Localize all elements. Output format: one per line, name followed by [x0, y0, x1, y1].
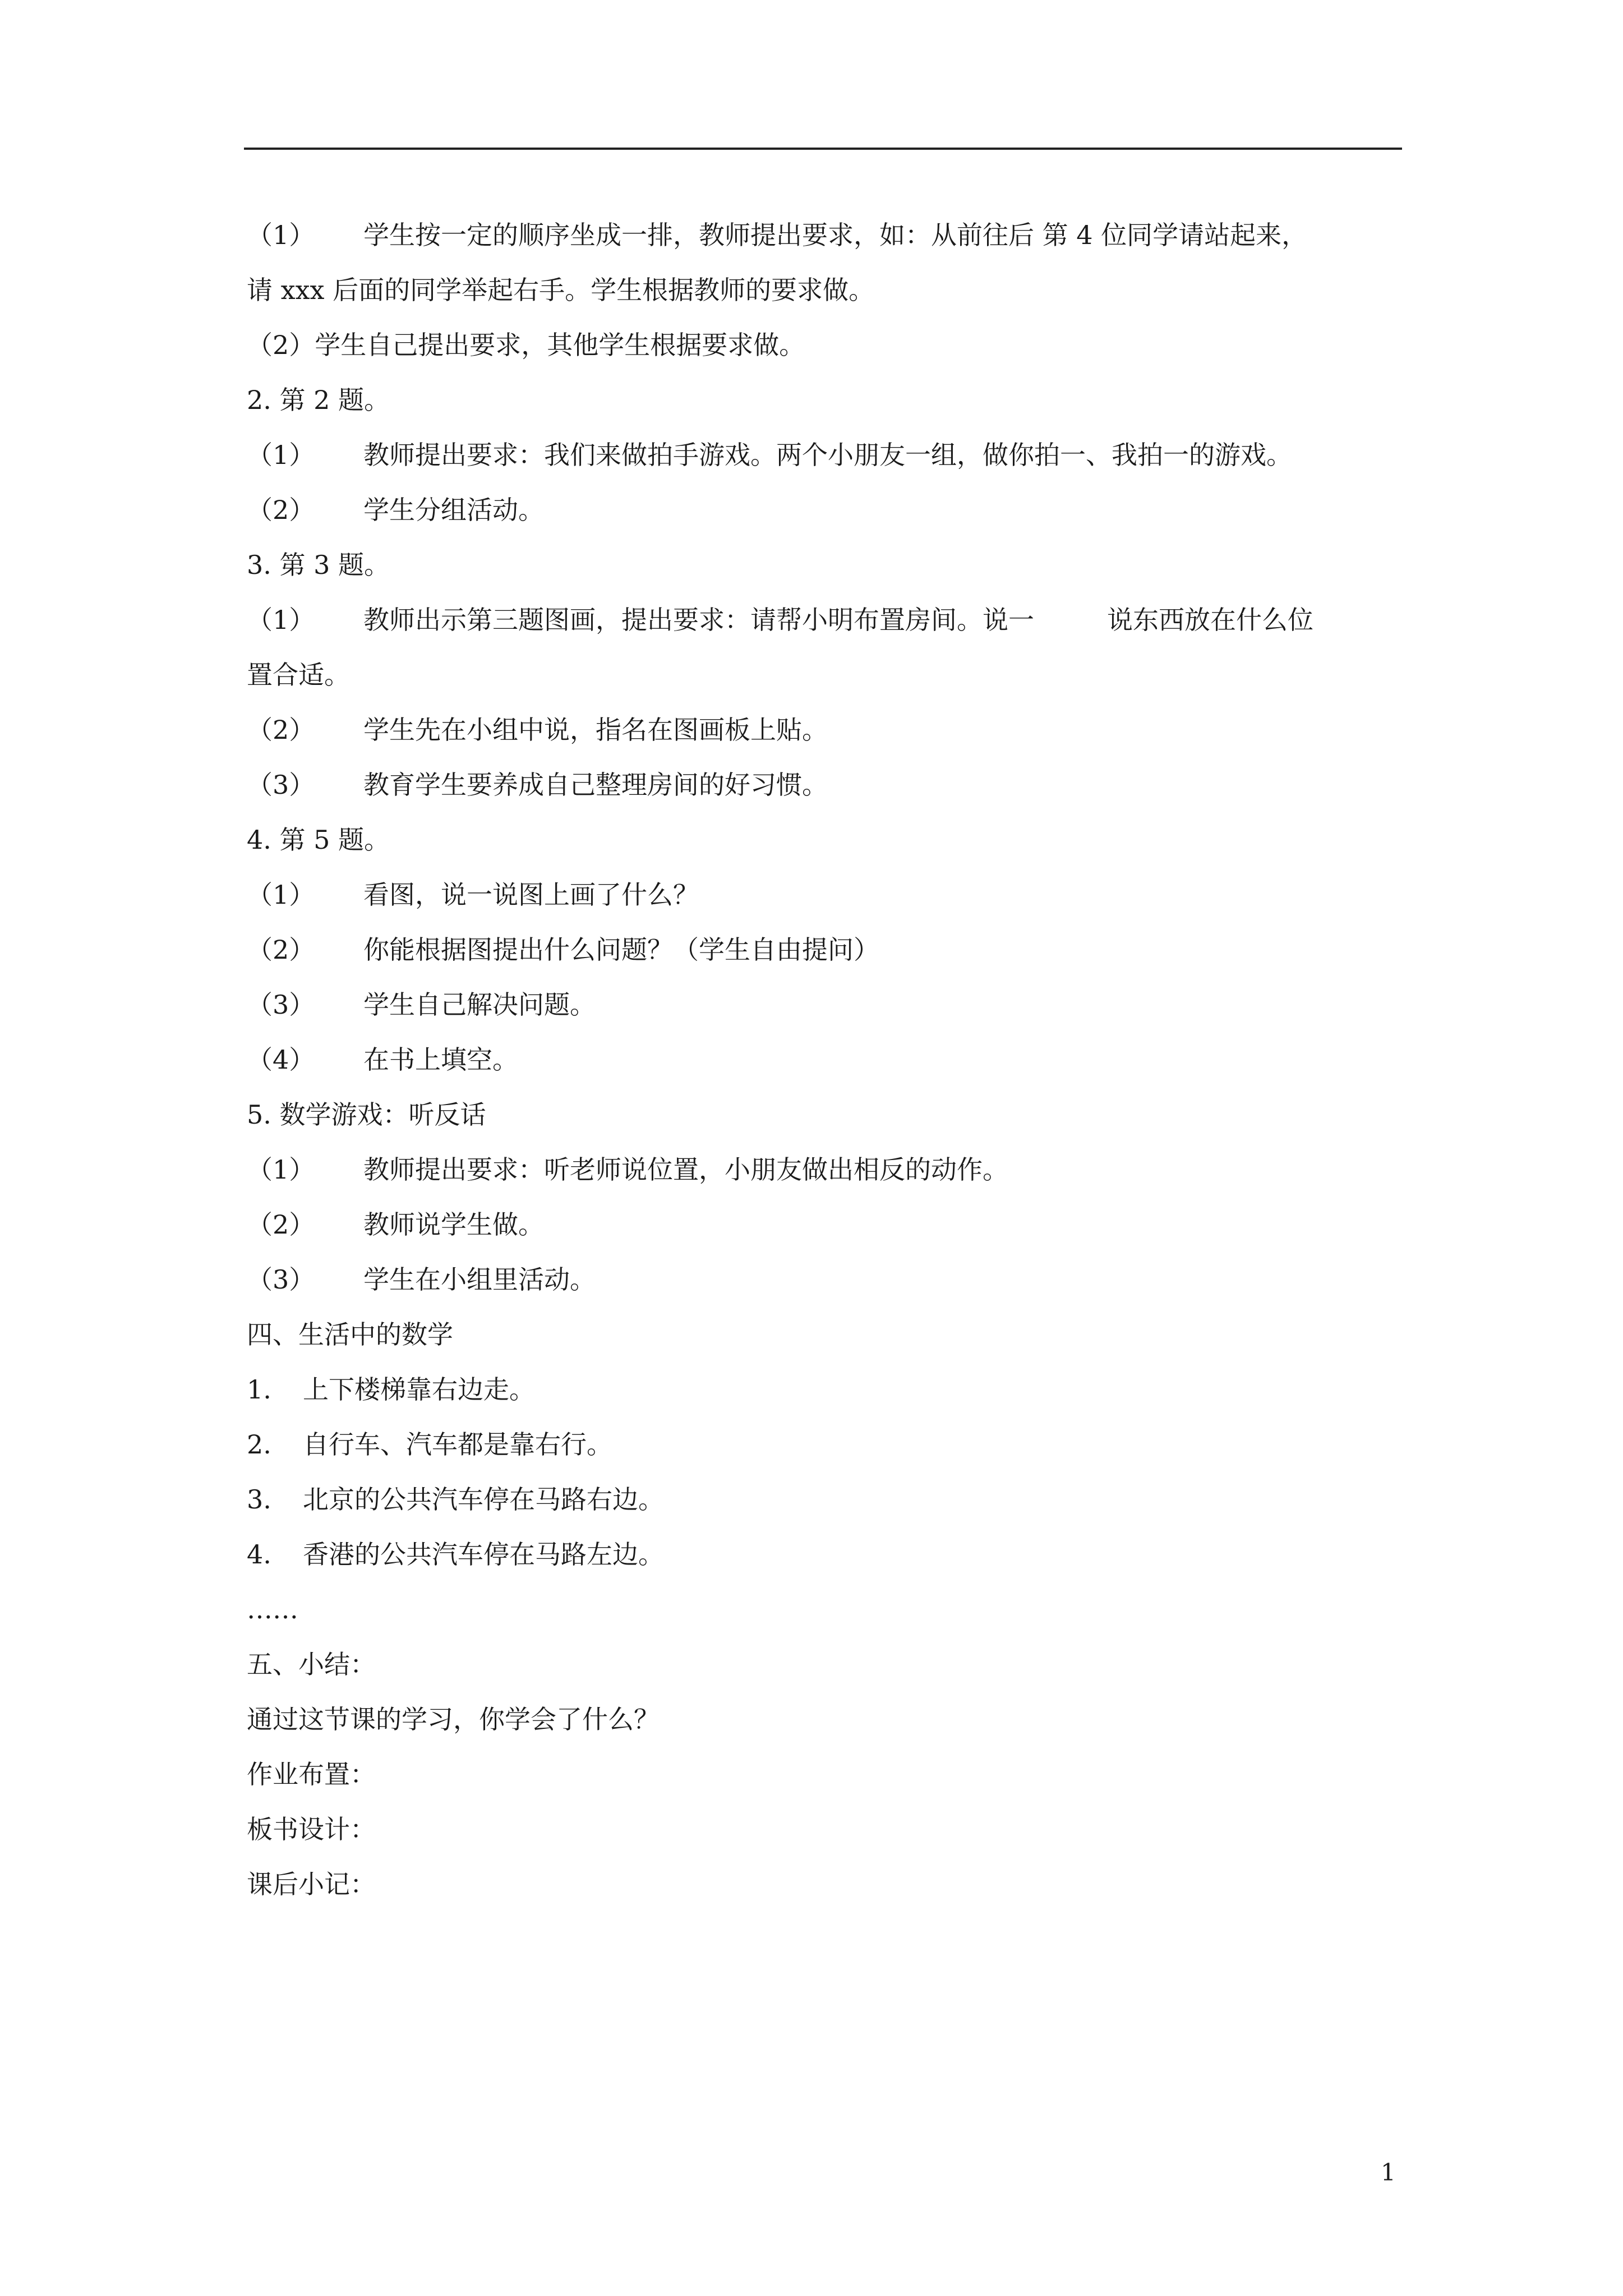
item-number: （3） — [247, 990, 315, 1020]
item-number: （4） — [247, 1045, 315, 1075]
paragraph-line — [247, 1802, 1408, 1857]
line-text: 学生分组活动。 — [363, 495, 544, 525]
item-number: （1） — [247, 605, 315, 635]
paragraph-line — [247, 757, 1408, 812]
item-number: （2） — [247, 935, 315, 965]
section-heading — [247, 1637, 1408, 1692]
line-text: 上下楼梯靠右边走。 — [303, 1374, 535, 1405]
section-heading — [247, 1087, 1408, 1142]
paragraph-line — [247, 647, 1408, 702]
line-text: 教师提出要求：我们来做拍手游戏。两个小朋友一组，做你拍一、我拍一的游戏。 — [363, 440, 1292, 470]
line-text: 学生按一定的顺序坐成一排，教师提出要求，如：从前往后 第 4 位同学请站起来， — [363, 220, 1308, 250]
line-text: 课后小记： — [247, 1869, 376, 1899]
paragraph-line — [247, 702, 1408, 757]
paragraph-line — [247, 1747, 1408, 1802]
line-text: 2. 第 2 题。 — [247, 385, 390, 415]
item-number: 4. — [247, 1539, 271, 1570]
paragraph-line — [247, 208, 1408, 263]
line-text: 学生自己解决问题。 — [363, 990, 596, 1020]
paragraph-line — [247, 1032, 1408, 1087]
section-heading — [247, 812, 1408, 867]
line-text: 四、生活中的数学 — [247, 1319, 453, 1350]
line-text: 通过这节课的学习，你学会了什么？ — [247, 1704, 660, 1734]
item-number: （1） — [247, 880, 315, 910]
item-number: 1. — [247, 1374, 271, 1405]
line-text: 香港的公共汽车停在马路左边。 — [303, 1539, 664, 1570]
paragraph-line — [247, 922, 1408, 977]
line-text: 看图，说一说图上画了什么？ — [363, 880, 699, 910]
paragraph-line — [247, 1197, 1408, 1252]
section-heading — [247, 537, 1408, 592]
item-number: 3. — [247, 1484, 271, 1515]
section-heading — [247, 1307, 1408, 1362]
paragraph-line — [247, 427, 1408, 482]
paragraph-line — [247, 592, 1408, 647]
line-text: 学生在小组里活动。 — [363, 1264, 596, 1295]
ellipsis-line — [247, 1582, 1408, 1637]
line-text: …… — [247, 1594, 298, 1625]
paragraph-line — [247, 482, 1408, 537]
list-item — [247, 1417, 1408, 1472]
item-number: 2. — [247, 1429, 271, 1460]
line-text: 教师提出要求：听老师说位置，小朋友做出相反的动作。 — [363, 1154, 1008, 1185]
line-text: 3. 第 3 题。 — [247, 550, 390, 580]
line-text: 5. 数学游戏：听反话 — [247, 1099, 486, 1130]
line-text: 教育学生要养成自己整理房间的好习惯。 — [363, 770, 828, 800]
item-number: （1） — [247, 440, 315, 470]
paragraph-line — [247, 1252, 1408, 1307]
section-heading — [247, 372, 1408, 427]
paragraph-line — [247, 1142, 1408, 1197]
item-number: （2） — [247, 495, 315, 525]
line-text: （2）学生自己提出要求，其他学生根据要求做。 — [247, 330, 805, 360]
line-text: 自行车、汽车都是靠右行。 — [303, 1429, 612, 1460]
header-rule — [244, 148, 1402, 150]
paragraph-line — [247, 318, 1408, 372]
item-number: （2） — [247, 715, 315, 745]
item-number: （1） — [247, 220, 315, 250]
list-item — [247, 1527, 1408, 1582]
line-text: 置合适。 — [247, 660, 350, 690]
list-item — [247, 1472, 1408, 1527]
document-body — [247, 208, 1408, 1912]
item-number: （3） — [247, 1264, 315, 1295]
line-text-continued: 说东西放在什么位 — [1107, 605, 1313, 635]
item-number: （3） — [247, 770, 315, 800]
line-text: 4. 第 5 题。 — [247, 825, 390, 855]
list-item — [247, 1362, 1408, 1417]
line-text: 板书设计： — [247, 1814, 376, 1844]
line-text: 五、小结： — [247, 1649, 376, 1680]
line-text: 在书上填空。 — [363, 1045, 518, 1075]
line-text: 你能根据图提出什么问题？（学生自由提问） — [363, 935, 879, 965]
line-text: 学生先在小组中说，指名在图画板上贴。 — [363, 715, 828, 745]
item-number: （2） — [247, 1209, 315, 1240]
paragraph-line — [247, 263, 1408, 318]
line-text: 请 xxx 后面的同学举起右手。学生根据教师的要求做。 — [247, 275, 875, 305]
line-text: 教师说学生做。 — [363, 1209, 544, 1240]
paragraph-line — [247, 1857, 1408, 1912]
item-number: （1） — [247, 1154, 315, 1185]
line-text: 作业布置： — [247, 1759, 376, 1789]
paragraph-line — [247, 1692, 1408, 1747]
line-text: 北京的公共汽车停在马路右边。 — [303, 1484, 664, 1515]
paragraph-line — [247, 977, 1408, 1032]
page-number: 1 — [1381, 2159, 1396, 2186]
line-text: 教师出示第三题图画，提出要求：请帮小明布置房间。说一 — [363, 605, 1034, 635]
paragraph-line — [247, 867, 1408, 922]
